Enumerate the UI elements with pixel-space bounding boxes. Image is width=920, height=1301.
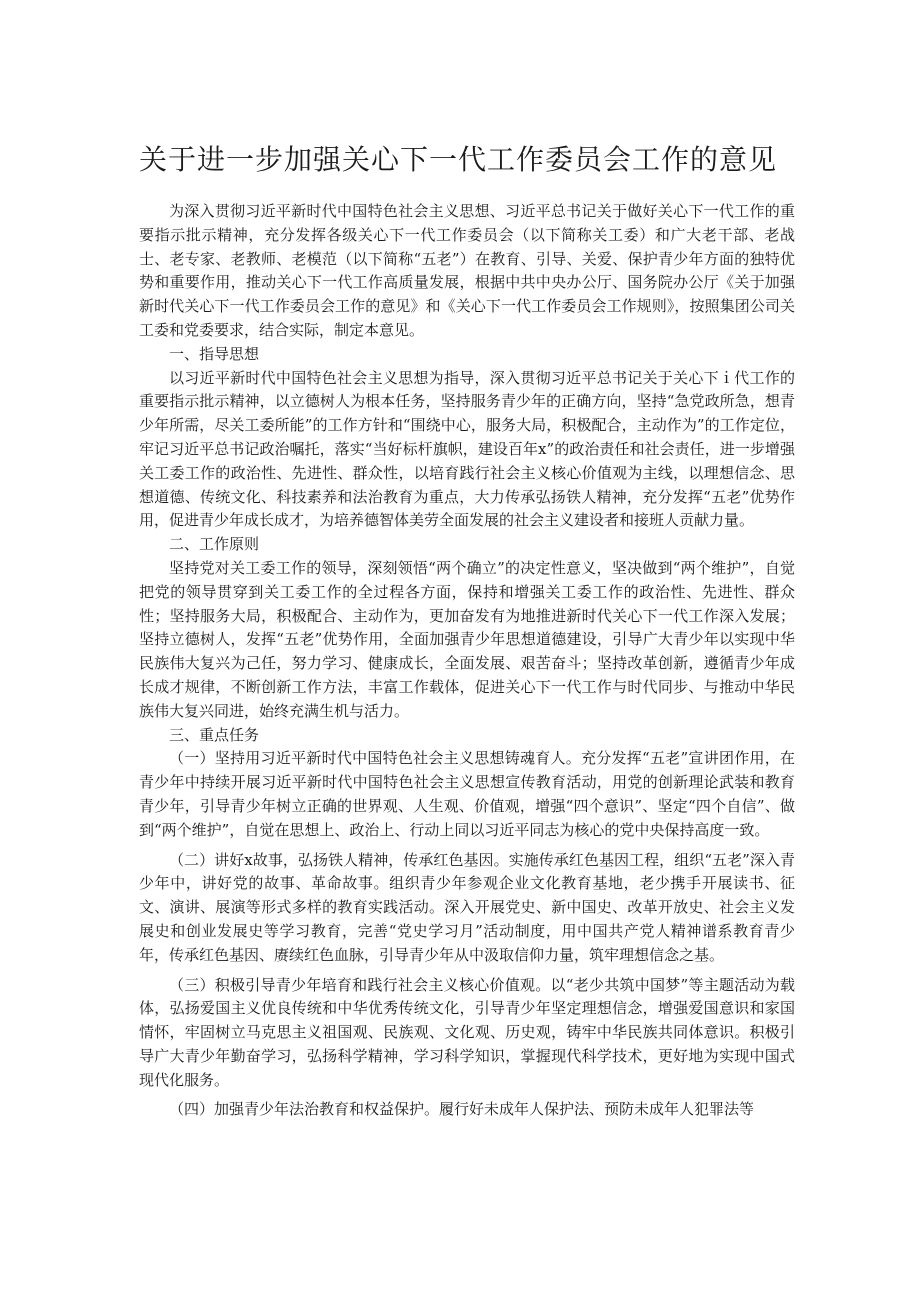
section-heading-work-principles: 二、工作原则 [169,535,260,554]
section-body-guiding-thought: 以习近平新时代中国特色社会主义思想为指导，深入贯彻习近平总书记关于关心下ｉ代工作的重要指示批示精神，以立德树人为根本任务，坚持服务青少年的正确方向，坚持“急党政所急，想青少年所需，尽关工委所能”的工作方针和“围绕中心，服务大局，积极配合，主动作为”的工作定位，牢记习近平总书记政治嘱托，落实“当好标杆旗帜，建设百年x”的政治责任和社会责任，进一步增强关工委工作的政治性、先进性、群众性，以培育践行社会主义核心价值观为主线，以理想信念、思想道德、传统文化、科技素养和法治教育为重点，大力传承弘扬铁人精神，充分发挥“五老”优势作用，促进青少年成长成才，为培养德智体美劳全面发展的社会主义建设者和接班人贡献力量。 [139,368,795,530]
task-paragraph-3: （三）积极引导青少年培育和践行社会主义核心价值观。以“老少共筑中国梦”等主题活动为载体，弘扬爱国主义优良传统和中华优秀传统文化，引导青少年坚定理想信念，增强爱国意识和家国情怀，牢固树立马克思主义祖国观、民族观、文化观、历史观，铸牢中华民族共同体意识。积极引导广大青少年勤奋学习，弘扬科学精神，学习科学知识，掌握现代科学技术，更好地为实现中国式现代化服务。 [139,975,795,1089]
document-page [139,140,795,1122]
task-paragraph-4: （四）加强青少年法治教育和权益保护。履行好未成年人保护法、预防未成年人犯罪法等 [169,1100,755,1119]
section-body-work-principles: 坚持党对关工委工作的领导，深刻领悟“两个确立”的决定性意义，坚决做到“两个维护”，自觉把党的领导贯穿到关工委工作的全过程各方面，保持和增强关工委工作的政治性、先进性、群众性；坚持服务大局，积极配合、主动作为，更加奋发有为地推进新时代关心下一代工作深入发展；坚持立德树人，发挥“五老”优势作用，全面加强青少年思想道德建设，引导广大青少年以实现中华民族伟大复兴为己任，努力学习、健康成长，全面发展、艰苦奋斗；坚持改革创新，遵循青少年成长成才规律，不断创新工作方法，丰富工作载体，促进关心下一代工作与时代同步、与推动中华民族伟大复兴同进，始终充满生机与活力。 [139,558,795,720]
section-heading-guiding-thought: 一、指导思想 [169,344,260,363]
task-paragraph-1: （一）坚持用习近平新时代中国特色社会主义思想铸魂育人。充分发挥“五老”宣讲团作用，在青少年中持续开展习近平新时代中国特色社会主义思想宣传教育活动，用党的创新理论武装和教育青少年，引导青少年树立正确的世界观、人生观、价值观，增强“四个意识”、坚定“四个自信”、做到“两个维护”，自觉在思想上、政治上、行动上同以习近平同志为核心的党中央保持高度一致。 [139,749,795,839]
document-title: 关于进一步加强关心下一代工作委员会工作的意见 [139,143,778,176]
intro-paragraph: 为深入贯彻习近平新时代中国特色社会主义思想、习近平总书记关于做好关心下一代工作的重要指示批示精神，充分发挥各级关心下一代工作委员会（以下简称关工委）和广大老干部、老战士、老专家、老教师、老模范（以下简称“五老”）在教育、引导、关爱、保护青少年方面的独特优势和重要作用，推动关心下一代工作高质量发展，根据中共中央办公厅、国务院办公厅《关于加强新时代关心下一代工作委员会工作的意见》和《关心下一代工作委员会工作规则》，按照集团公司关工委和党委要求，结合实际，制定本意见。 [139,202,795,339]
section-heading-key-tasks: 三、重点任务 [169,725,260,744]
task-paragraph-2: （二）讲好x故事，弘扬铁人精神，传承红色基因。实施传承红色基因工程，组织“五老”深入青少年中，讲好党的故事、革命故事。组织青少年参观企业文化教育基地，老少携手开展读书、征文、演讲、展演等形式多样的教育实践活动。深入开展党史、新中国史、改革开放史、社会主义发展史和创业发展史等学习教育，完善“党史学习月”活动制度，用中国共产党人精神谱系教育青少年，传承红色基因、赓续红色血脉，引导青少年从中汲取信仰力量，筑牢理想信念之基。 [139,850,795,964]
